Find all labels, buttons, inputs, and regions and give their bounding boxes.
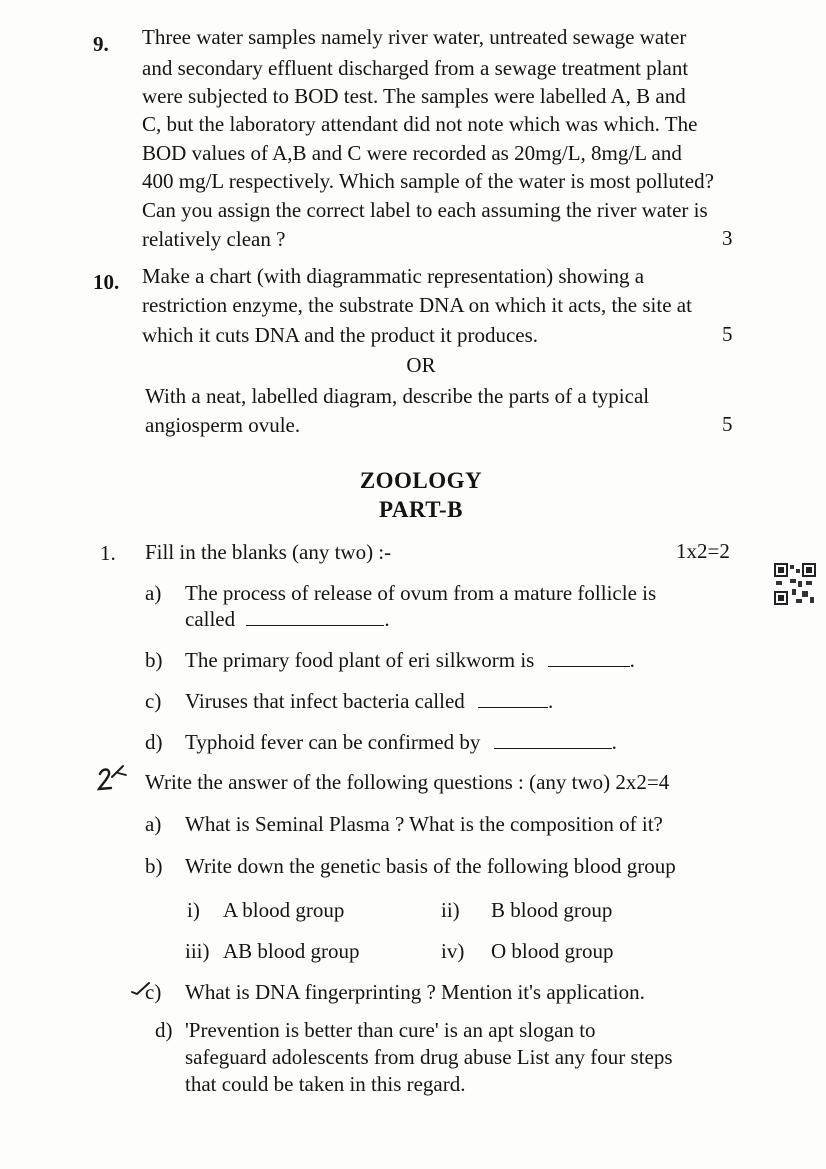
item-end: .: [548, 689, 554, 713]
zoology-question-2-text: Write the answer of the following questions : (any two) 2x2=4: [145, 770, 670, 794]
fill-blank-item-a: [145, 580, 745, 636]
item-text: Typhoid fever can be confirmed by: [185, 730, 481, 754]
question-10-alt-line: With a neat, labelled diagram, describe the parts of a typical: [145, 384, 650, 408]
item-text: 'Prevention is better than cure' is an apt slogan to: [185, 1018, 596, 1042]
blood-group-item: [441, 938, 681, 966]
or-divider: OR: [406, 353, 436, 377]
question-9-marks: 3: [722, 226, 733, 250]
section-title: ZOOLOGY: [359, 468, 483, 493]
item-text: Write down the genetic basis of the following blood group: [185, 854, 676, 878]
item-text: B blood group: [491, 898, 613, 922]
item-label: d): [145, 730, 163, 754]
answer-blank[interactable]: [548, 648, 630, 667]
handwritten-number-mark: [96, 764, 130, 794]
question-9-line: relatively clean ?: [142, 227, 286, 251]
item-end: .: [611, 730, 617, 754]
item-label: iii): [185, 939, 210, 963]
item-text: What is Seminal Plasma ? What is the composition of it?: [185, 812, 663, 836]
zoology-question-1-text: Fill in the blanks (any two) :-: [145, 540, 392, 564]
question-10-marks: 5: [722, 322, 733, 346]
item-text: safeguard adolescents from drug abuse List any four steps: [185, 1045, 673, 1069]
fill-blank-item-b: [145, 647, 745, 675]
item-text-continued: called: [185, 607, 236, 631]
question-9-line: 400 mg/L respectively. Which sample of the water is most polluted?: [142, 169, 714, 193]
item-text: Viruses that infect bacteria called: [185, 689, 465, 713]
item-text: What is DNA fingerprinting ? Mention it's application.: [185, 980, 645, 1004]
item-text: that could be taken in this regard.: [185, 1072, 466, 1096]
item-label: a): [145, 581, 162, 605]
item-text: The primary food plant of eri silkworm is: [185, 648, 535, 672]
qr-code-icon: [774, 563, 816, 605]
blood-group-item: [187, 897, 407, 925]
item-label: iv): [441, 939, 465, 963]
question-10-line: Make a chart (with diagrammatic representation) showing a: [142, 264, 645, 288]
item-text: O blood group: [491, 939, 614, 963]
question-10-alt-marks: 5: [722, 412, 733, 436]
question-2-item-a: [145, 811, 765, 839]
question-9-line: C, but the laboratory attendant did not note which was which. The: [142, 112, 698, 136]
item-text: A blood group: [223, 898, 345, 922]
item-label: b): [145, 854, 163, 878]
item-label: c): [145, 980, 162, 1004]
question-2-item-d: [145, 1017, 765, 1101]
item-label: c): [145, 689, 162, 713]
item-end: .: [384, 607, 390, 631]
answer-blank[interactable]: [494, 730, 612, 749]
item-label: b): [145, 648, 163, 672]
question-10-alt-line: angiosperm ovule.: [145, 413, 301, 437]
question-9-line: were subjected to BOD test. The samples were labelled A, B and: [142, 84, 686, 108]
zoology-question-1-marks: 1x2=2: [676, 539, 730, 563]
question-9-line: BOD values of A,B and C were recorded as 20mg/L, 8mg/L and: [142, 141, 682, 165]
answer-blank[interactable]: [478, 689, 548, 708]
item-label: d): [155, 1018, 173, 1042]
fill-blank-item-d: [145, 729, 745, 757]
question-9-line: Three water samples namely river water, untreated sewage water: [142, 25, 687, 49]
question-9-line: and secondary effluent discharged from a sewage treatment plant: [142, 56, 689, 80]
item-text: The process of release of ovum from a mature follicle is: [185, 581, 657, 605]
question-2-item-c: [145, 979, 765, 1007]
zoology-question-1-number: 1.: [100, 541, 116, 565]
question-9-number: 9.: [93, 32, 109, 56]
question-10-line: restriction enzyme, the substrate DNA on which it acts, the site at: [142, 293, 692, 317]
item-label: a): [145, 812, 162, 836]
fill-blank-item-c: [145, 688, 745, 716]
blood-group-item: [185, 938, 425, 966]
item-label: ii): [441, 898, 460, 922]
item-end: .: [629, 648, 635, 672]
item-text: AB blood group: [223, 939, 360, 963]
section-part: PART-B: [379, 497, 463, 522]
question-9-line: Can you assign the correct label to each assuming the river water is: [142, 198, 708, 222]
question-10-number: 10.: [93, 270, 120, 294]
answer-blank[interactable]: [246, 607, 384, 626]
question-10-line: which it cuts DNA and the product it produces.: [142, 323, 539, 347]
blood-group-item: [441, 897, 681, 925]
question-2-item-b: [145, 853, 765, 881]
item-label: i): [187, 898, 200, 922]
